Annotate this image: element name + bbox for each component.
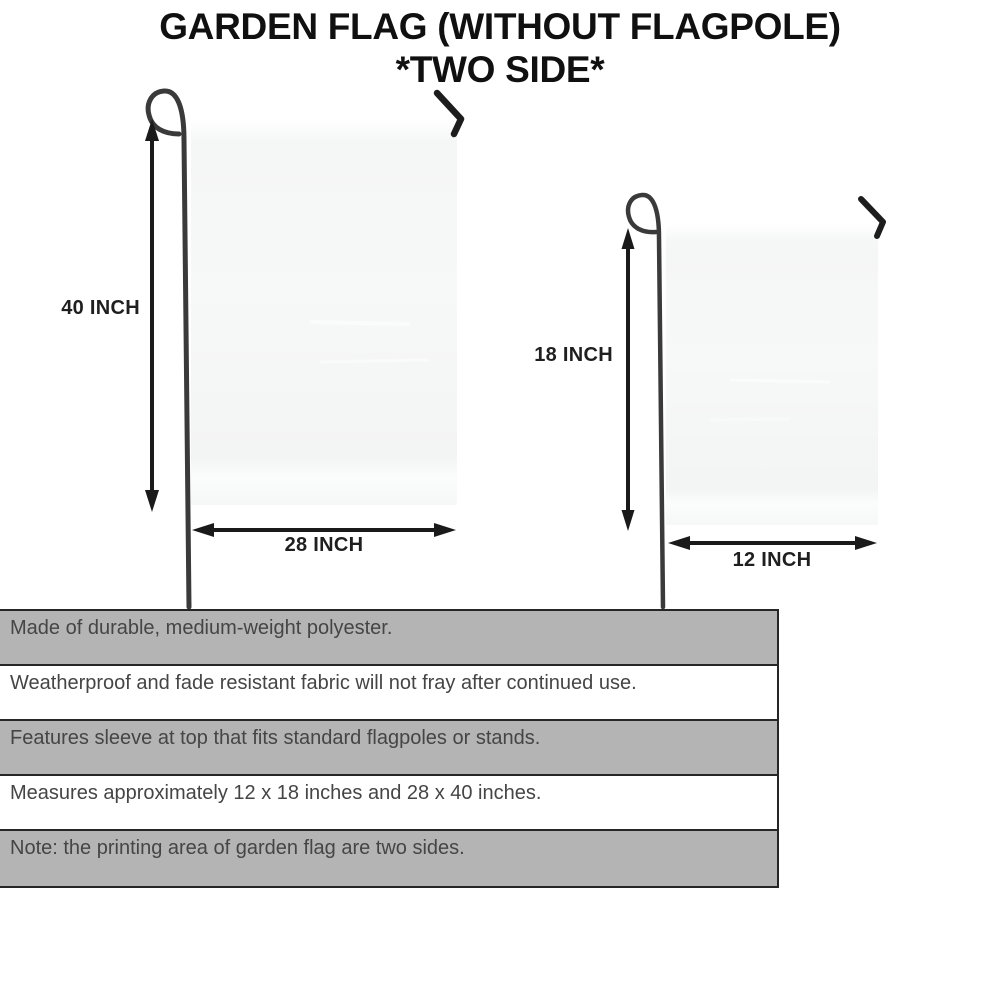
feature-row-measures: Measures approximately 12 x 18 inches and 28 x 40 inches. [0, 776, 777, 831]
large-flagpole-icon [148, 91, 189, 607]
feature-row-sleeve: Features sleeve at top that fits standard flagpoles or stands. [0, 721, 777, 776]
large-flag-width-label: 28 INCH [284, 534, 364, 556]
feature-row-material: Made of durable, medium-weight polyester. [0, 611, 777, 666]
small-flag-height-label: 18 INCH [534, 344, 613, 366]
feature-table [0, 609, 779, 888]
small-flag-panel [666, 224, 878, 525]
title-line-1: GARDEN FLAG (WITHOUT FLAGPOLE) [159, 6, 841, 47]
feature-row-weatherproof: Weatherproof and fade resistant fabric will not fray after continued use. [0, 666, 777, 721]
small-flag-width-arrow [668, 536, 877, 550]
large-flag-height-arrow [145, 119, 159, 512]
large-flag-height-label: 40 INCH [61, 297, 140, 319]
small-flagpole-icon [628, 195, 663, 607]
small-flag-height-arrow [622, 228, 635, 531]
feature-row-note: Note: the printing area of garden flag are two sides. [0, 831, 777, 886]
large-flag-panel [191, 119, 457, 524]
small-flag-width-label: 12 INCH [732, 549, 812, 571]
title-line-2: *TWO SIDE* [395, 48, 605, 90]
